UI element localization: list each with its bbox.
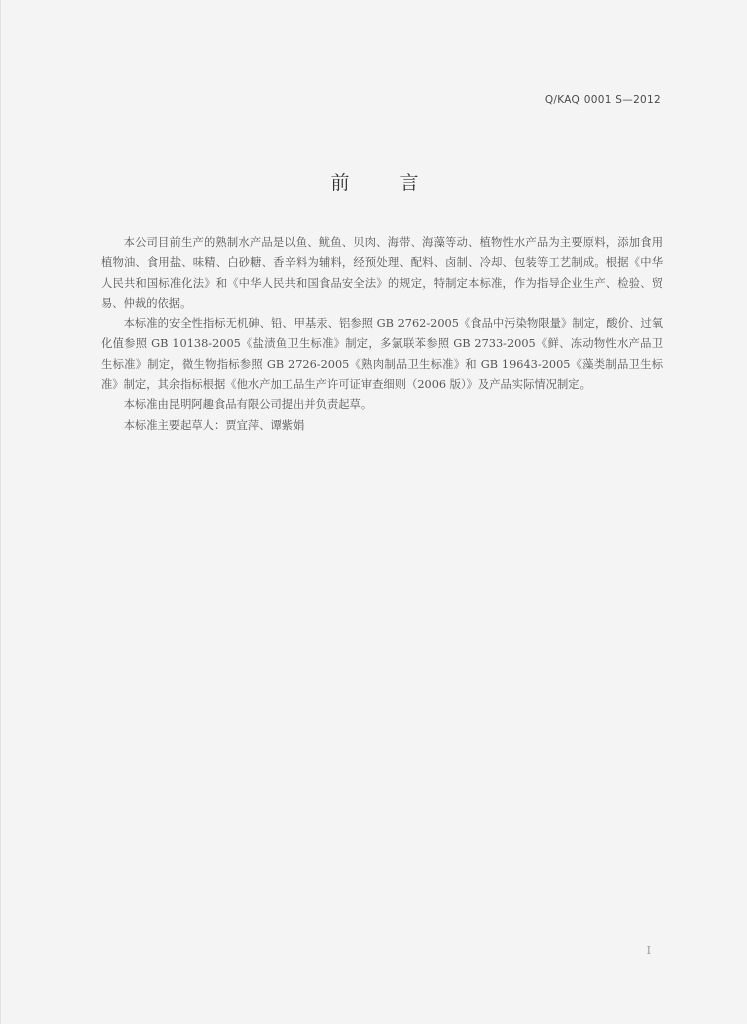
paragraph-proposer: 本标准由昆明阿趣食品有限公司提出并负责起草。	[123, 398, 373, 412]
paragraph-scope: 本公司目前生产的熟制水产品是以鱼、鱿鱼、贝肉、海带、海藻等动、植物性水产品为主要原料，添加食用植物油、食用盐、味精、白砂糖、香辛料为辅料，经预处理、配料、卤制、冷却、包装等工艺制成。根据《中华人民共和国标准化法》和《中华人民共和国食品安全法》的规定，特制定本标准，作为指导企业生产、检验、贸易、仲裁的依据。	[101, 236, 663, 310]
paragraph-drafters: 本标准主要起草人：贾宜萍、谭紫娟	[123, 418, 305, 432]
paragraph-safety-indicators: 本标准的安全性指标无机砷、铅、甲基汞、铝参照 GB 2762-2005《食品中污染物限量》制定，酸价、过氧化值参照 GB 10138-2005《盐渍鱼卫生标准》制定，多氯联苯参照 GB 2733-2005《鲜、冻动物性水产品卫生标准》制定，微生物指标参照 GB 2726-2005《熟肉制品卫生标准》和 GB 19643-2005《藻类制品卫生标准》制定，其余指标根据《他水产加工品生产许可证审查细则（2006 版）》及产品实际情况制定。	[101, 317, 663, 392]
foreword-body	[101, 233, 663, 436]
page-title: 前 言	[330, 172, 441, 194]
standard-code: Q/KAQ 0001 S—2012	[544, 94, 661, 106]
page-number: I	[646, 944, 651, 957]
